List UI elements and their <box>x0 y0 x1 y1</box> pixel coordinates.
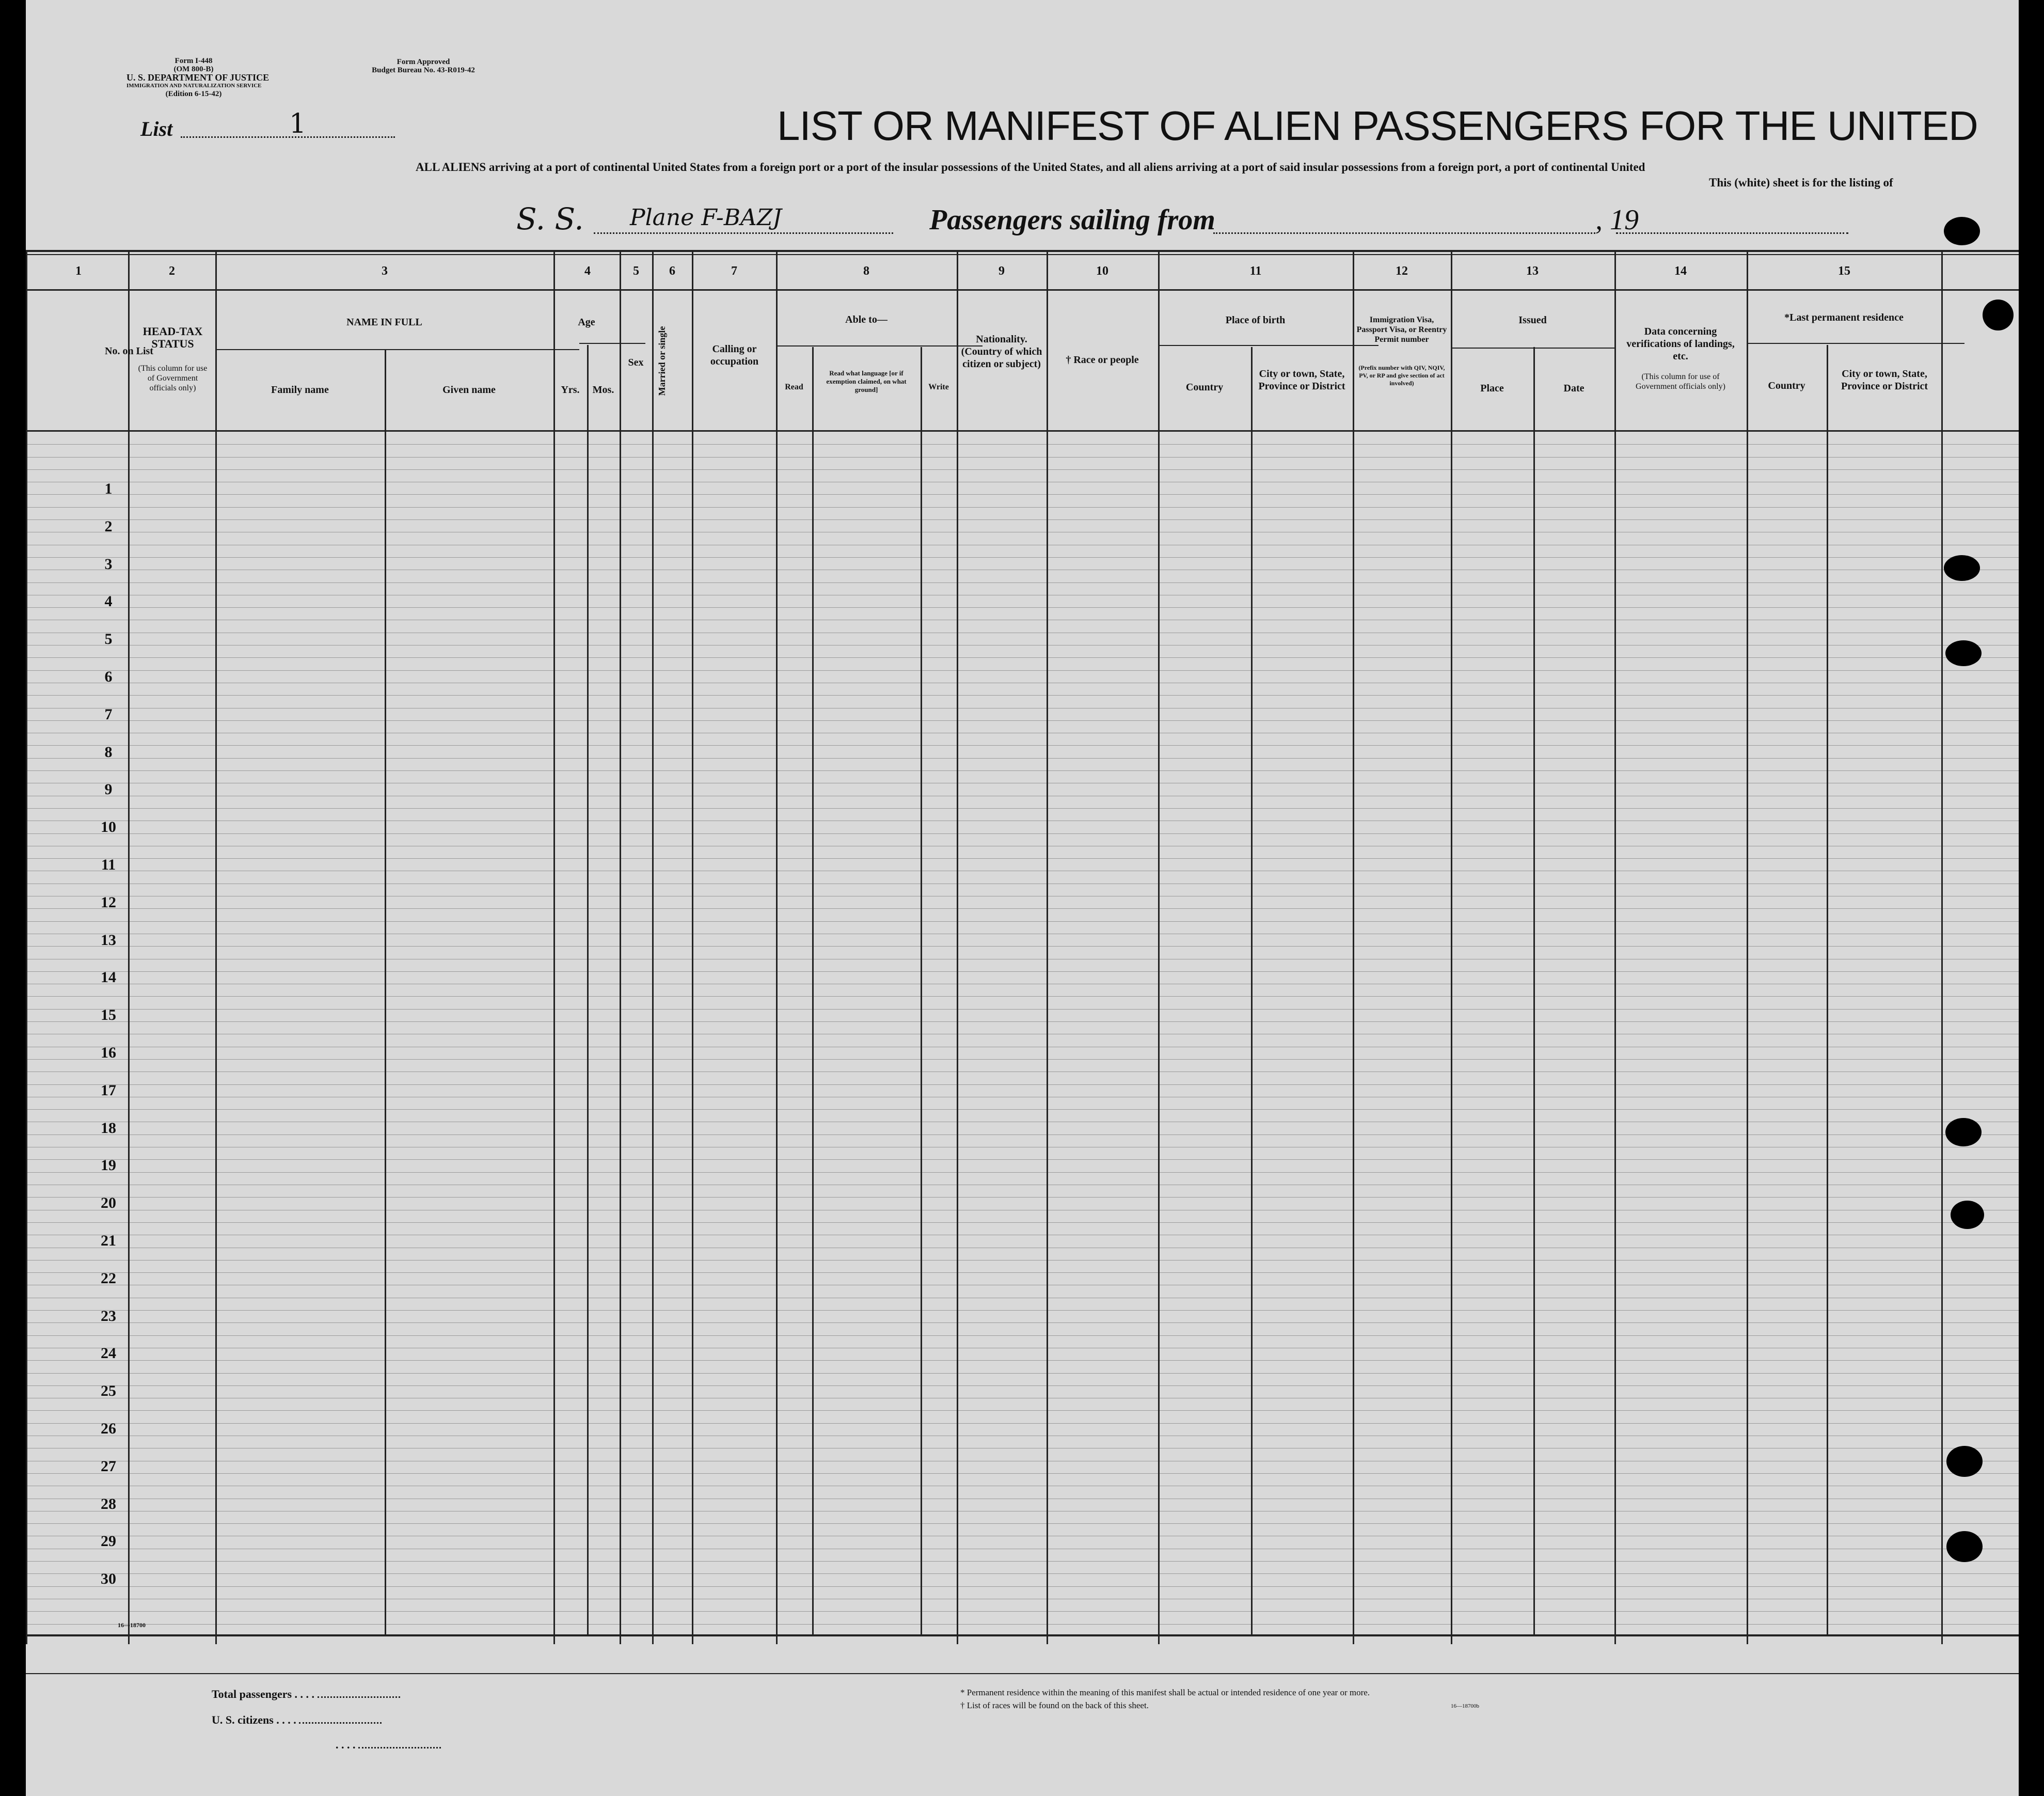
header-landing: Data concerning verifications of landings, etc. <box>1626 326 1735 362</box>
ruled-line <box>26 1059 2019 1060</box>
budget-bureau: Budget Bureau No. 43-R019-42 <box>372 66 475 74</box>
us-citizens: U. S. citizens . . . . <box>212 1713 382 1727</box>
blank-total: . . . . <box>336 1738 441 1752</box>
list-value: 1 <box>289 108 307 139</box>
ruled-line <box>26 1335 2019 1336</box>
ruled-line <box>26 1322 2019 1323</box>
header-race: † Race or people <box>1066 354 1139 366</box>
row-number: 23 <box>101 1307 116 1325</box>
row-number: 10 <box>101 818 116 836</box>
ruled-line <box>26 1222 2019 1223</box>
vessel-prefix: S. S. <box>516 201 584 237</box>
form-approved: Form Approved <box>397 58 450 66</box>
col-number-1: 1 <box>75 264 82 278</box>
row-number: 2 <box>104 518 113 535</box>
footnote-races: † List of races will be found on the back of this sheet. <box>960 1700 1149 1710</box>
om-number: (OM 800-B) <box>173 65 214 73</box>
col-number-7: 7 <box>731 264 737 278</box>
ruled-line <box>26 921 2019 922</box>
ruled-line <box>26 494 2019 495</box>
col-number-8: 8 <box>863 264 869 278</box>
col-number-11: 11 <box>1249 264 1262 278</box>
row-number: 30 <box>101 1570 116 1587</box>
total-passengers-line <box>318 1696 400 1698</box>
department: U. S. DEPARTMENT OF JUSTICE <box>126 72 270 83</box>
sailing-from-label: Passengers sailing from <box>929 204 1215 236</box>
subtitle-line-2: This (white) sheet is for the listing of <box>1709 176 1893 189</box>
ruled-line <box>26 582 2019 583</box>
header-sex: Sex <box>628 357 644 368</box>
col-number-10: 10 <box>1096 264 1108 278</box>
row-number: 9 <box>104 781 113 798</box>
manifest-sheet <box>26 0 2019 1796</box>
row-number: 27 <box>101 1458 116 1475</box>
col-number-3: 3 <box>382 264 388 278</box>
header-head-tax: HEAD-TAX STATUS <box>142 325 203 350</box>
date-line <box>1616 231 1848 234</box>
ruled-line <box>26 971 2019 972</box>
list-label: List <box>140 117 173 140</box>
row-number: 25 <box>101 1382 116 1399</box>
print-code: 16—18700 <box>118 1621 146 1629</box>
edition: (Edition 6-15-42) <box>165 90 222 98</box>
ruled-line <box>26 1172 2019 1173</box>
ruled-line <box>26 1360 2019 1361</box>
ruled-line <box>26 758 2019 759</box>
total-passengers: Total passengers . . . . <box>212 1688 400 1701</box>
col-number-6: 6 <box>669 264 675 278</box>
ruled-line <box>26 1561 2019 1562</box>
col-number-2: 2 <box>169 264 175 278</box>
ruled-line <box>26 670 2019 671</box>
col-number-15: 15 <box>1838 264 1850 278</box>
row-number: 11 <box>101 856 116 873</box>
row-number: 13 <box>101 932 116 949</box>
header-nationality: Nationality. (Country of which citizen or subject) <box>961 334 1042 370</box>
sailing-from-line <box>1213 231 1595 234</box>
header-city: City or town, State, Province or District <box>1258 368 1345 392</box>
col-number-4: 4 <box>584 264 591 278</box>
col-number-14: 14 <box>1674 264 1687 278</box>
ruled-line <box>26 507 2019 508</box>
ruled-line <box>26 808 2019 809</box>
header-head-tax-note: (This column for use of Government officials only) <box>138 364 208 392</box>
header-married: Married or single <box>657 326 667 396</box>
ruled-line <box>26 720 2019 721</box>
row-number: 22 <box>101 1270 116 1287</box>
binder-hole <box>1983 300 2014 330</box>
ruled-line <box>26 695 2019 696</box>
header-place-of-birth: Place of birth <box>1225 314 1286 326</box>
header-issued-date: Date <box>1563 383 1585 394</box>
ruled-line <box>26 1373 2019 1374</box>
ruled-line <box>26 1009 2019 1010</box>
ruled-line <box>26 1260 2019 1261</box>
binder-hole <box>1945 1118 1982 1146</box>
ruled-line <box>26 1159 2019 1160</box>
ruled-line <box>26 1385 2019 1386</box>
row-number: 29 <box>101 1533 116 1550</box>
row-number: 3 <box>104 556 113 573</box>
ruled-line <box>26 1624 2019 1625</box>
row-number: 17 <box>101 1082 116 1099</box>
form-number: Form I-448 <box>175 57 213 65</box>
footnote-residence: * Permanent residence within the meaning of this manifest shall be actual or intended residence of one year or more. <box>960 1688 1370 1697</box>
ruled-line <box>26 1272 2019 1273</box>
row-number: 20 <box>101 1194 116 1211</box>
header-issued: Issued <box>1518 314 1547 326</box>
header-country: Country <box>1185 382 1224 393</box>
header-res-country: Country <box>1768 380 1805 391</box>
ruled-line <box>26 946 2019 947</box>
header-visa: Immigration Visa, Passport Visa, or Reentry Permit number <box>1356 316 1447 344</box>
manifest-title: LIST OR MANIFEST OF ALIEN PASSENGERS FOR THE UNITED <box>777 103 1978 149</box>
ruled-line <box>26 1586 2019 1587</box>
ruled-line <box>26 1197 2019 1198</box>
list-line <box>181 135 395 138</box>
header-name-in-full: NAME IN FULL <box>346 317 422 328</box>
vessel-name: Plane F-BAZJ <box>630 204 782 231</box>
ruled-line <box>26 1573 2019 1574</box>
form-header <box>126 57 270 98</box>
row-number: 1 <box>104 480 113 497</box>
row-number: 6 <box>104 668 113 685</box>
row-number: 8 <box>104 744 113 761</box>
binder-hole <box>1946 1531 1983 1562</box>
ruled-line <box>26 1021 2019 1022</box>
header-yrs: Yrs. <box>561 384 580 396</box>
ruled-line <box>26 770 2019 771</box>
row-number: 26 <box>101 1420 116 1437</box>
row-number: 4 <box>104 593 113 610</box>
row-number: 14 <box>101 969 116 986</box>
row-number: 19 <box>101 1157 116 1174</box>
ruled-line <box>26 996 2019 997</box>
row-number: 12 <box>101 894 116 911</box>
header-read: Read <box>785 383 803 391</box>
ruled-line <box>26 1611 2019 1612</box>
footnote-code: 16—18700b <box>1451 1703 1479 1709</box>
row-number: 16 <box>101 1044 116 1061</box>
header-write: Write <box>928 383 949 391</box>
ruled-line <box>26 469 2019 470</box>
header-landing-note: (This column for use of Government officials only) <box>1636 372 1725 391</box>
header-calling: Calling or occupation <box>710 343 759 367</box>
binder-hole <box>1944 555 1980 581</box>
header-last-residence: *Last permanent residence <box>1784 312 1904 323</box>
binder-hole <box>1946 1446 1983 1477</box>
header-age: Age <box>578 317 595 328</box>
ruled-line <box>26 607 2019 608</box>
ruled-line <box>26 1084 2019 1085</box>
header-able-to: Able to— <box>845 314 888 325</box>
col-number-13: 13 <box>1526 264 1539 278</box>
row-number: 21 <box>101 1232 116 1249</box>
blank-total-line <box>358 1747 441 1748</box>
ruled-line <box>26 444 2019 445</box>
service: IMMIGRATION AND NATURALIZATION SERVICE <box>126 83 262 89</box>
us-citizens-line <box>299 1722 382 1724</box>
ruled-line <box>26 1310 2019 1311</box>
vessel-name-line <box>594 231 893 234</box>
header-read-language: Read what language [or if exemption claimed, on what ground] <box>826 369 907 393</box>
total-passengers-label: Total passengers <box>212 1688 292 1700</box>
ruled-line <box>26 858 2019 859</box>
ruled-line <box>26 519 2019 520</box>
approval-block <box>356 58 490 74</box>
ruled-line <box>26 745 2019 746</box>
header-family-name: Family name <box>271 384 329 396</box>
ruled-line <box>26 557 2019 558</box>
ruled-line <box>26 833 2019 834</box>
row-number: 7 <box>104 706 113 723</box>
binder-hole <box>1944 217 1980 245</box>
col-number-9: 9 <box>999 264 1005 278</box>
ruled-line <box>26 657 2019 658</box>
row-number: 18 <box>101 1120 116 1137</box>
sailing-year: , 19 <box>1595 204 1639 236</box>
header-given-name: Given name <box>442 384 496 396</box>
header-res-city: City or town, State, Province or District <box>1841 368 1928 392</box>
ruled-line <box>26 457 2019 458</box>
subtitle-line-1: ALL ALIENS arriving at a port of continental United States from a foreign port or a port of the insular possessions of the United States, and all aliens arriving at a port of said insular possessions from a foreign port, a port of continental United <box>416 161 1645 174</box>
header-mos: Mos. <box>592 384 614 396</box>
header-visa-note: (Prefix number with QIV, NQIV, PV, or RP and give section of act involved) <box>1358 364 1445 387</box>
ruled-line <box>26 1523 2019 1524</box>
binder-hole <box>1945 640 1982 666</box>
header-no-on-list: No. on List <box>105 345 153 357</box>
us-citizens-label: U. S. citizens <box>212 1713 274 1726</box>
col-number-5: 5 <box>633 264 639 278</box>
row-number: 24 <box>101 1345 116 1362</box>
ruled-line <box>26 908 2019 909</box>
col-number-12: 12 <box>1396 264 1408 278</box>
row-number: 28 <box>101 1495 116 1513</box>
ruled-line <box>26 1423 2019 1424</box>
header-issued-place: Place <box>1480 383 1504 394</box>
ruled-line <box>26 1473 2019 1474</box>
ruled-line <box>26 1410 2019 1411</box>
ruled-line <box>26 1109 2019 1110</box>
row-number: 15 <box>101 1006 116 1023</box>
row-number: 5 <box>104 631 113 648</box>
binder-hole <box>1951 1201 1984 1229</box>
